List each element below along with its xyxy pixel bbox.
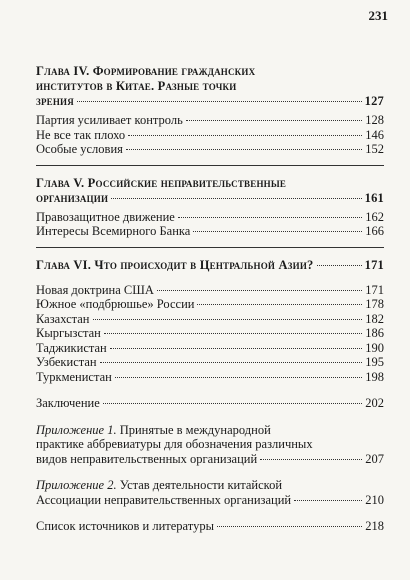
toc-entry-title: Узбекистан: [36, 355, 97, 369]
dot-leader: [111, 198, 361, 199]
chapter-4-title-line-1: Глава IV. Формирование гражданских: [36, 64, 256, 78]
toc-entry: [36, 128, 384, 143]
toc-entry: [36, 297, 384, 312]
section-divider: [36, 247, 384, 248]
toc-entry-page: 162: [365, 209, 384, 224]
toc-entry: [36, 210, 384, 225]
dot-leader: [100, 362, 363, 363]
chapter-4-title-row: [36, 94, 384, 109]
toc-conclusion: [36, 396, 384, 411]
appendix-2-label: Приложение 2.: [36, 478, 117, 492]
toc-entry-title: Южное «подбрюшье» России: [36, 297, 195, 311]
appendix-2-title-part-1: Устав деятельности китайской: [116, 478, 283, 492]
toc-entry-page: 128: [365, 113, 384, 127]
toc-entry-page: 171: [365, 282, 384, 297]
dot-leader: [197, 304, 362, 305]
chapter-4-title-line-2: институтов в Китае. Разные точки: [36, 79, 237, 93]
toc-entry-title: Кыргызстан: [36, 326, 101, 340]
dot-leader: [193, 231, 362, 232]
toc-entry-title: Таджикистан: [36, 340, 107, 355]
toc-entry: [36, 224, 384, 239]
appendix-1-title-part-1: Принятые в международной: [116, 422, 271, 437]
chapter-4-title-line-3: зрения: [36, 94, 74, 108]
toc-appendix-1: [36, 423, 384, 467]
dot-leader: [77, 101, 362, 102]
toc-entry-title: Новая доктрина США: [36, 282, 154, 297]
toc-entry: [36, 370, 384, 385]
appendix-1-line-1: [36, 423, 384, 438]
appendix-2-row: [36, 493, 384, 508]
toc-entry: [36, 283, 384, 298]
toc-sources: [36, 519, 384, 534]
conclusion-title: Заключение: [36, 396, 100, 410]
appendix-1-row: [36, 452, 384, 467]
chapter-5-title-row: [36, 191, 384, 206]
toc-entry: [36, 355, 384, 370]
toc-entry-title: Казахстан: [36, 311, 90, 326]
dot-leader: [93, 319, 363, 320]
toc-entry-page: 186: [365, 326, 384, 340]
appendix-1-label: Приложение 1.: [36, 422, 117, 437]
toc-entry-title: Интересы Всемирного Банка: [36, 224, 191, 238]
toc-entry: [36, 113, 384, 128]
dot-leader: [128, 135, 362, 136]
chapter-4-heading: [36, 64, 384, 109]
toc-entry: [36, 326, 384, 341]
appendix-1-line-2: практике аббревиатуры для обозначения различных: [36, 437, 313, 451]
toc-entry: [36, 312, 384, 327]
toc-entry: [36, 142, 384, 157]
dot-leader: [260, 459, 362, 460]
toc-entry-page: 178: [365, 297, 384, 311]
chapter-5-title-line-1: Глава V. Российские неправительственные: [36, 175, 287, 190]
appendix-1-line-3: видов неправительственных организаций: [36, 451, 258, 466]
chapter-5-title-line-2: организации: [36, 190, 109, 205]
toc-entry-page: 166: [365, 224, 384, 238]
chapter-4-page: 127: [364, 94, 384, 108]
dot-leader: [294, 500, 362, 501]
dot-leader: [103, 403, 363, 404]
table-of-contents: [36, 62, 384, 534]
chapter-6-title-row: [36, 258, 384, 273]
appendix-2-line-2: Ассоциации неправительственных организаций: [36, 492, 292, 507]
toc-entry-page: 195: [365, 355, 384, 369]
dot-leader: [104, 333, 362, 334]
dot-leader: [115, 377, 362, 378]
chapter-5-heading: [36, 176, 384, 206]
toc-entry-title: Не все так плохо: [36, 127, 126, 142]
toc-entry-page: 190: [365, 340, 384, 355]
appendix-1-page: 207: [365, 451, 384, 466]
chapter-6-title: Глава VI. Что происходит в Центральной Азии?: [36, 257, 314, 272]
toc-entry-page: 182: [365, 311, 384, 326]
dot-leader: [178, 217, 362, 218]
sources-title: Список источников и литературы: [36, 519, 214, 533]
toc-entry-page: 146: [365, 127, 384, 142]
toc-entry-page: 152: [365, 142, 384, 156]
dot-leader: [157, 290, 362, 291]
section-divider: [36, 165, 384, 166]
toc-entry-title: Особые условия: [36, 142, 123, 156]
dot-leader: [126, 149, 362, 150]
toc-entry-title: Партия усиливает контроль: [36, 113, 183, 127]
dot-leader: [110, 348, 363, 349]
toc-entry: [36, 341, 384, 356]
chapter-5-page: 161: [364, 190, 384, 205]
dot-leader: [186, 120, 362, 121]
dot-leader: [217, 526, 362, 527]
page-number: 231: [368, 8, 388, 23]
dot-leader: [317, 265, 362, 266]
toc-entry-page: 198: [365, 369, 384, 384]
chapter-6-heading: [36, 258, 384, 273]
appendix-2-page: 210: [365, 492, 384, 507]
toc-entry-title: Туркменистан: [36, 369, 112, 384]
toc-appendix-2: [36, 478, 384, 507]
sources-page: 218: [365, 519, 384, 533]
conclusion-page: 202: [365, 396, 384, 410]
toc-entry-title: Правозащитное движение: [36, 209, 175, 224]
appendix-2-line-1: [36, 478, 384, 493]
chapter-6-page: 171: [364, 257, 384, 272]
